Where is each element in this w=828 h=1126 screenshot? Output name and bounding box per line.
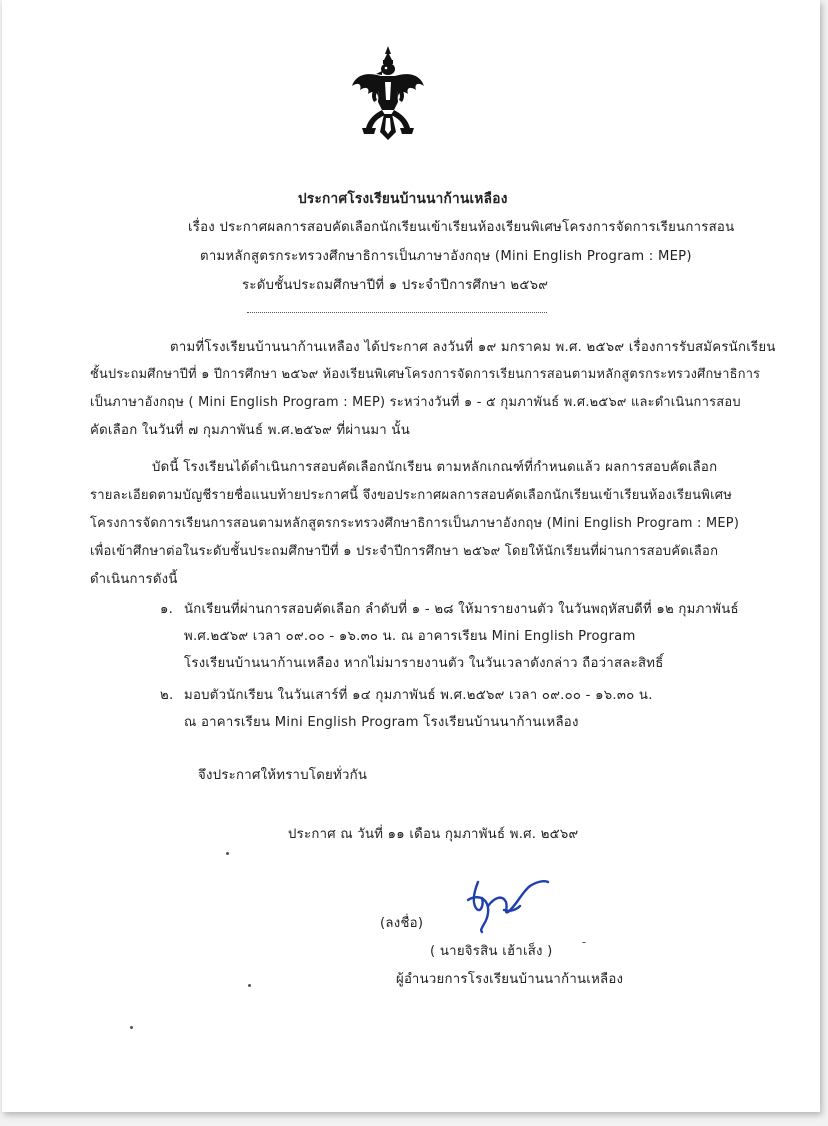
item-1-number: ๑. bbox=[160, 602, 174, 617]
paragraph-1-line-4: คัดเลือก ในวันที่ ๗ กุมภาพันธ์ พ.ศ.๒๕๖๙ ที่ผ่านมา นั้น bbox=[90, 423, 410, 438]
paragraph-1-line-3: เป็นภาษาอังกฤษ ( Mini English Program : MEP) ระหว่างวันที่ ๑ - ๕ กุมภาพันธ์ พ.ศ.๒๕๖๙ และดำเนินการสอบ bbox=[90, 395, 741, 410]
signer-position: ผู้อำนวยการโรงเรียนบ้านนาก้านเหลือง bbox=[396, 972, 624, 987]
announcement-title: ประกาศโรงเรียนบ้านนาก้านเหลือง bbox=[298, 191, 508, 207]
item-2-line-1: มอบตัวนักเรียน ในวันเสาร์ที่ ๑๔ กุมภาพันธ์ พ.ศ.๒๕๖๙ เวลา ๐๙.๐๐ - ๑๖.๓๐ น. bbox=[184, 688, 653, 703]
document-page bbox=[2, 0, 820, 1112]
scan-speck bbox=[226, 852, 229, 855]
item-1-line-1: นักเรียนที่ผ่านการสอบคัดเลือก ลำดับที่ ๑ - ๒๘ ให้มารายงานตัว ในวันพฤหัสบดีที่ ๑๒ กุมภาพันธ์ bbox=[184, 602, 739, 617]
item-2-line-2: ณ อาคารเรียน Mini English Program โรงเรียนบ้านนาก้านเหลือง bbox=[184, 715, 579, 730]
item-1-line-3: โรงเรียนบ้านนาก้านเหลือง หากไม่มารายงานตัว ในวันเวลาดังกล่าว ถือว่าสละสิทธิ์ bbox=[184, 656, 664, 671]
announcement-date: ประกาศ ณ วันที่ ๑๑ เดือน กุมภาพันธ์ พ.ศ. ๒๕๖๙ bbox=[288, 827, 579, 842]
signer-name: ( นายจิรสิน เฮ้าเส็ง ) bbox=[430, 944, 553, 959]
item-2-number: ๒. bbox=[160, 688, 174, 703]
paragraph-2-line-3: โครงการจัดการเรียนการสอนตามหลักสูตรกระทรวงศึกษาธิการเป็นภาษาอังกฤษ (Mini English Program : MEP) bbox=[90, 516, 740, 531]
subject-line-3: ระดับชั้นประถมศึกษาปีที่ ๑ ประจำปีการศึกษา ๒๕๖๙ bbox=[242, 278, 549, 293]
paragraph-2-line-2: รายละเอียดตามบัญชีรายชื่อแนบท้ายประกาศนี้ จึงขอประกาศผลการสอบคัดเลือกนักเรียนเข้าเรียนห้องเรียนพิเศษ bbox=[90, 488, 733, 503]
closing-statement: จึงประกาศให้ทราบโดยทั่วกัน bbox=[198, 768, 368, 783]
scan-speck bbox=[582, 942, 586, 943]
subject-line-2: ตามหลักสูตรกระทรวงศึกษาธิการเป็นภาษาอังกฤษ (Mini English Program : MEP) bbox=[200, 249, 692, 264]
item-1-line-2: พ.ศ.๒๕๖๙ เวลา ๐๙.๐๐ - ๑๖.๓๐ น. ณ อาคารเรียน Mini English Program bbox=[184, 629, 636, 644]
paragraph-2-line-4: เพื่อเข้าศึกษาต่อในระดับชั้นประถมศึกษาปีที่ ๑ ประจำปีการศึกษา ๒๕๖๙ โดยให้นักเรียนที่ผ่านการสอบคัดเลือก bbox=[90, 544, 719, 559]
paragraph-1-line-2: ชั้นประถมศึกษาปีที่ ๑ ปีการศึกษา ๒๕๖๙ ห้องเรียนพิเศษโครงการจัดการเรียนการสอนตามหลักสูตรกระทรวงศึกษาธิการ bbox=[90, 367, 761, 382]
sign-label: (ลงชื่อ) bbox=[380, 916, 424, 931]
paragraph-1-line-1: ตามที่โรงเรียนบ้านนาก้านเหลือง ได้ประกาศ ลงวันที่ ๑๙ มกราคม พ.ศ. ๒๕๖๙ เรื่องการรับสมัครนักเรียน bbox=[170, 340, 776, 355]
scan-speck bbox=[130, 1026, 133, 1029]
paragraph-2-line-1: บัดนี้ โรงเรียนได้ดำเนินการสอบคัดเลือกนักเรียน ตามหลักเกณฑ์ที่กำหนดแล้ว ผลการสอบคัดเลือก bbox=[152, 460, 718, 475]
dotted-divider bbox=[247, 312, 547, 313]
director-signature bbox=[460, 872, 556, 934]
paragraph-2-line-5: ดำเนินการดังนี้ bbox=[90, 572, 178, 587]
scan-speck bbox=[248, 984, 251, 987]
garuda-emblem-icon bbox=[348, 44, 428, 144]
subject-line-1: เรื่อง ประกาศผลการสอบคัดเลือกนักเรียนเข้าเรียนห้องเรียนพิเศษโครงการจัดการเรียนการสอน bbox=[188, 220, 735, 235]
